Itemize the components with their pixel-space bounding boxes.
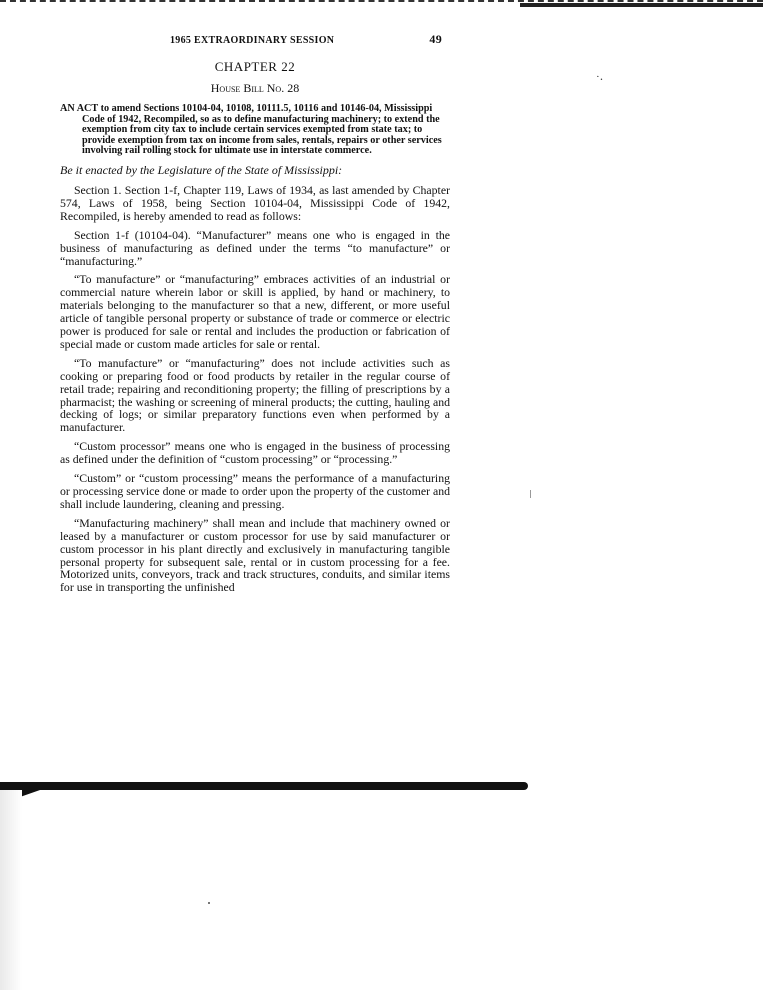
scan-mark xyxy=(530,490,531,498)
paragraph-section-1: Section 1. Section 1-f, Chapter 119, Laws of 1934, as last amended by Chapter 574, Laws of 1958, being Section 10104-04, Mississippi Code of 1942, Recompiled, is hereby amended to read as follows: xyxy=(60,182,450,223)
scan-speck: ·․ xyxy=(596,71,604,83)
scan-dust xyxy=(208,902,210,904)
paragraph-manufacturing-exclusions: “To manufacture” or “manufacturing” does not include activities such as cooking or preparing food or food products by retailer in the regular course of retail trade; repairing and reconditioning property; the filling of prescriptions by a pharmacist; the washing or screening of mineral products; the cutting, hauling and decking of logs; or similar preparatory functions even when performed by a manufacturer. xyxy=(60,355,450,435)
scan-top-bar xyxy=(520,3,763,7)
scan-left-shadow xyxy=(0,790,22,990)
running-head-title: 1965 EXTRAORDINARY SESSION xyxy=(170,35,335,46)
paragraph-manufacturing-machinery: “Manufacturing machinery” shall mean and include that machinery owned or leased by a manufacturer or custom processor for use by said manufacturer or custom processor in his plant directly and exclusively in manufacturing tangible personal property for subsequent sale, rental or in custom processing for a fee. Motorized units, conveyors, track and track structures, conduits, and similar items for use in transporting the unfinished xyxy=(60,515,450,595)
bill-heading: House Bill No. 28 xyxy=(210,81,300,95)
enacting-clause: Be it enacted by the Legislature of the State of Mississippi: xyxy=(60,162,343,177)
paragraph-custom-processing: “Custom” or “custom processing” means the performance of a manufacturing or processing service done or made to order upon the property of the customer and shall include laundering, cleaning and pressing. xyxy=(60,471,450,511)
running-head xyxy=(60,32,450,47)
scan-bottom-bar xyxy=(0,782,528,790)
paragraph-to-manufacture-definition: “To manufacture” or “manufacturing” embraces activities of an industrial or commercial nature wherein labor or skill is applied, by hand or machinery, to materials belonging to the manufacturer so that a new, different, or more useful article of tangible personal property or substance of trade or commerce or electric power is produced for sale or rental and includes the production or fabrication of special made or custom made articles for sale or rental. xyxy=(60,272,450,351)
page-number: 49 xyxy=(429,32,442,46)
act-title: AN ACT to amend Sections 10104-04, 10108, 10111.5, 10116 and 10146-04, Mississippi Code of 1942, Recompiled, so as to define manufacturing machinery; to extend the exemption from city tax to include certain services exempted from state tax; to provide exemption from tax on income from sales, rentals, repairs or other services involving rail rolling stock for ultimate use in interstate commerce. xyxy=(60,103,442,157)
chapter-heading: CHAPTER 22 xyxy=(214,59,296,74)
document-page xyxy=(60,32,450,594)
paragraph-manufacturer-definition: Section 1-f (10104-04). “Manufacturer” means one who is engaged in the business of manufacturing as defined under the terms “to manufacture” or “manufacturing.” xyxy=(60,227,450,268)
paragraph-custom-processor: “Custom processor” means one who is engaged in the business of processing as defined under the definition of “custom processing” or “processing.” xyxy=(60,439,450,467)
